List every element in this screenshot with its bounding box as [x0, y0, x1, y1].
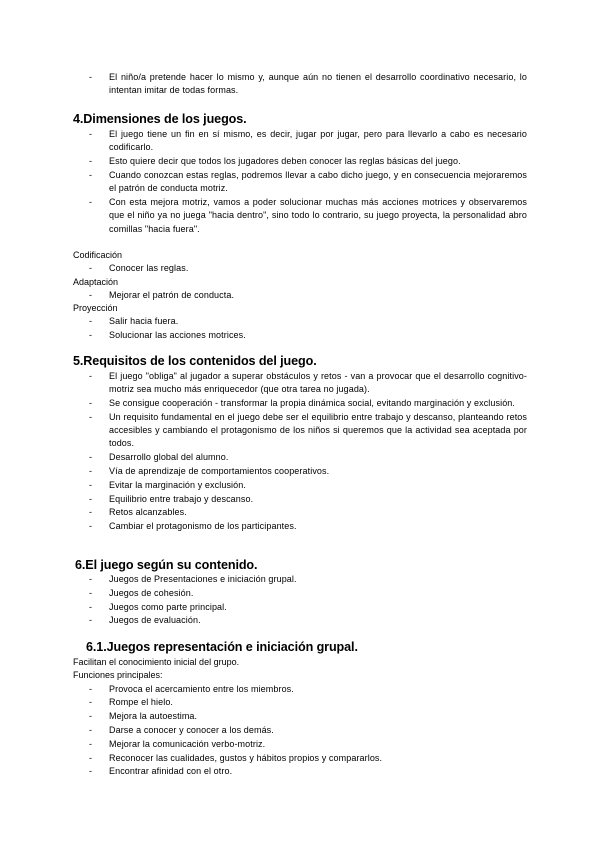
dimensions-list [0, 249, 600, 343]
list-item: - Darse a conocer y conocer a los demás. [89, 724, 274, 735]
list-item: - Un requisito fundamental en el juego debe ser el equilibrio entre trabajo y descanso, planteando retos accesibles y cambiando el protagonismo de los niños si queremos que la actividad sea aceptada por todos. [89, 411, 527, 449]
list-item: - Solucionar las acciones motrices. [89, 330, 246, 341]
list-item: - Cuando conozcan estas reglas, podremos llevar a cabo dicho juego, y en consecuencia mejoraremos el patrón de conducta motriz. [89, 169, 527, 194]
section-6-1-body [0, 656, 600, 779]
list-item: - Juegos de cohesión. [89, 587, 194, 598]
functions-label: Funciones principales: [73, 670, 163, 681]
intro-list [0, 71, 600, 98]
list-item: - El niño/a pretende hacer lo mismo y, aunque aún no tienen el desarrollo coordinativo necesario, lo intentan imitar de todas formas. [89, 72, 527, 96]
section-title: 4.Dimensiones de los juegos. [73, 112, 247, 126]
list-item: - Reconocer las cualidades, gustos y hábitos propios y compararlos. [89, 752, 383, 763]
list-item: - Juegos de Presentaciones e iniciación grupal. [89, 574, 297, 584]
list-item: - Cambiar el protagonismo de los participantes. [89, 521, 297, 532]
dimension-label: Adaptación [73, 276, 119, 287]
section-intro: Facilitan el conocimiento inicial del grupo. [73, 657, 240, 667]
list-item: - Juegos de evaluación. [89, 615, 201, 626]
list-item: - Retos alcanzables. [89, 507, 187, 518]
section-6-heading [0, 557, 600, 573]
list-item: - Con esta mejora motriz, vamos a poder solucionar muchas más acciones motrices y observaremos que el niño ya no juega "hacia dentro", sino todo lo contrario, su juego proyecta, la personalidad abro comillas "hacia fuera". [89, 196, 527, 234]
list-item: - El juego "obliga" al jugador a superar obstáculos y retos - van a provocar que el desarrollo cognitivo-motriz sea mucho más enriquecedor (que otra tarea no jugada). [89, 371, 527, 395]
section-4-list [0, 128, 600, 236]
list-item: - Desarrollo global del alumno. [89, 452, 229, 463]
list-item: - Mejorar el patrón de conducta. [89, 289, 235, 300]
list-item: - El juego tiene un fin en sí mismo, es decir, jugar por jugar, pero para llevarlo a cabo es necesario codificarlo. [89, 129, 527, 153]
list-item: - Esto quiere decir que todos los jugadores deben conocer las reglas básicas del juego. [89, 156, 461, 167]
list-item: - Mejorar la comunicación verbo-motriz. [89, 738, 266, 749]
section-6-list [0, 573, 600, 628]
list-item: - Conocer las reglas. [89, 263, 189, 274]
section-title: 5.Requisitos de los contenidos del juego. [73, 354, 317, 368]
section-5-list [0, 370, 600, 534]
list-item: - Se consigue cooperación - transformar la propia dinámica social, evitando marginación y exclusión. [89, 398, 516, 409]
dimension-label: Proyección [73, 303, 118, 314]
list-item: - Rompe el hielo. [89, 697, 174, 708]
list-item: - Juegos como parte principal. [89, 601, 227, 612]
list-item: - Encontrar afinidad con el otro. [89, 766, 233, 777]
list-item: - Salir hacia fuera. [89, 316, 179, 327]
list-item: - Provoca el acercamiento entre los miembros. [89, 683, 294, 694]
list-item: - Mejora la autoestima. [89, 711, 198, 722]
section-title: 6.El juego según su contenido. [75, 558, 258, 572]
dimension-label: Codificación [73, 250, 123, 260]
list-item: - Vía de aprendizaje de comportamientos cooperativos. [89, 466, 330, 477]
section-4-heading [0, 111, 600, 127]
section-title: 6.1.Juegos representación e iniciación grupal. [86, 640, 358, 654]
section-6-1-heading [0, 639, 600, 655]
list-item: - Evitar la marginación y exclusión. [89, 479, 246, 490]
list-item: - Equilibrio entre trabajo y descanso. [89, 493, 254, 504]
section-5-heading [0, 353, 600, 369]
